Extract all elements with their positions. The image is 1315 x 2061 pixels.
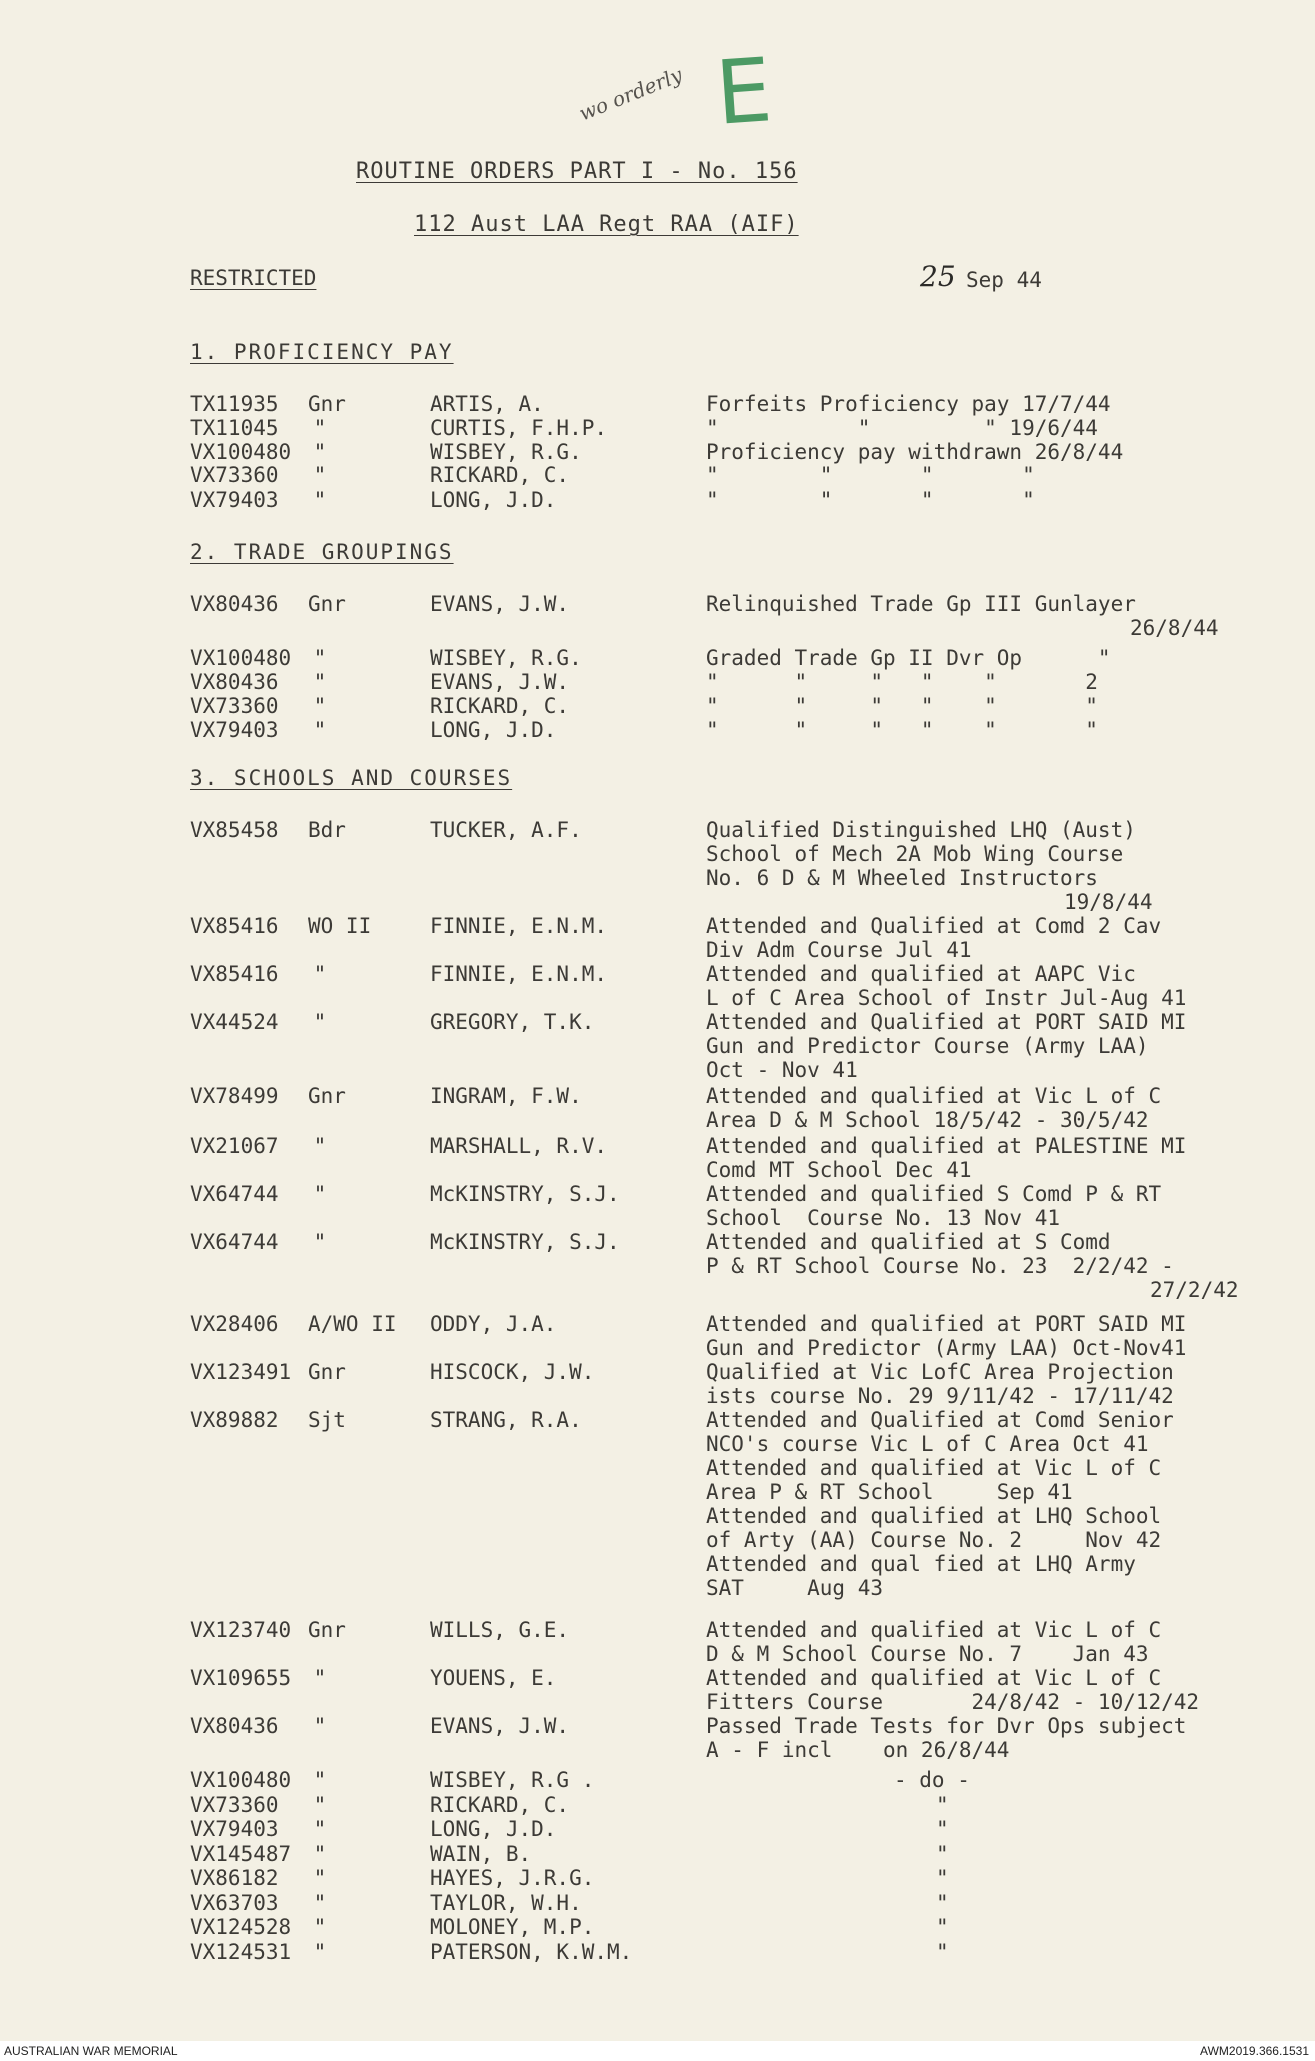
course-detail-line: Attended and qualified S Comd P & RT	[706, 1182, 1162, 1206]
service-number: VX89882	[190, 1408, 279, 1432]
rank: "	[313, 1134, 327, 1158]
course-detail-line: Gun and Predictor (Army LAA) Oct-Nov41	[706, 1336, 1187, 1360]
rank: "	[313, 694, 327, 718]
soldier-name: RICKARD, C.	[430, 1792, 570, 1817]
course-detail-line: D & M School Course No. 7 Jan 43	[706, 1642, 1149, 1666]
soldier-name: GREGORY, T.K.	[430, 1010, 595, 1034]
course-detail-line: Attended and Qualified at Comd 2 Cav	[706, 914, 1162, 938]
footer-left: AUSTRALIAN WAR MEMORIAL	[4, 2044, 178, 2058]
soldier-name: PATERSON, K.W.M.	[430, 1939, 633, 1964]
soldier-name: FINNIE, E.N.M.	[430, 914, 608, 938]
rank: "	[313, 440, 327, 464]
rank: "	[313, 1939, 327, 1964]
rank: "	[313, 1915, 327, 1939]
service-number: VX100480	[190, 646, 292, 670]
rank: "	[313, 1182, 327, 1206]
soldier-name: McKINSTRY, S.J.	[430, 1230, 620, 1254]
rank: "	[313, 1817, 327, 1841]
classification: RESTRICTED	[190, 266, 317, 290]
order-detail: " " " 19/6/44	[706, 416, 1098, 440]
course-detail-line: Attended and qualified at Vic L of C	[706, 1084, 1162, 1108]
rank: "	[313, 646, 327, 670]
section-heading-trade: 2. TRADE GROUPINGS	[190, 540, 454, 564]
rank: "	[313, 1010, 327, 1034]
service-number: VX80436	[190, 592, 279, 616]
rank: WO II	[308, 914, 372, 938]
footer	[0, 2041, 1315, 2061]
service-number: VX21067	[190, 1134, 279, 1158]
order-detail: Relinquished Trade Gp III Gunlayer	[706, 592, 1136, 616]
course-detail-line: 19/8/44	[1064, 890, 1153, 914]
soldier-name: CURTIS, F.H.P.	[430, 416, 608, 440]
rank: "	[313, 1890, 327, 1915]
document-title: ROUTINE ORDERS PART I - No. 156	[356, 159, 798, 184]
service-number: VX123740	[190, 1618, 292, 1642]
soldier-name: RICKARD, C.	[430, 694, 570, 718]
soldier-name: WISBEY, R.G .	[430, 1768, 595, 1792]
course-detail-line: Attended and qual fied at LHQ Army	[706, 1552, 1136, 1576]
rank: "	[313, 1866, 327, 1890]
order-detail: Graded Trade Gp II Dvr Op "	[706, 646, 1111, 670]
soldier-name: STRANG, R.A.	[430, 1408, 582, 1432]
order-detail: " " " " " "	[706, 718, 1098, 742]
rank: "	[313, 718, 327, 742]
rank: A/WO II	[308, 1312, 397, 1336]
soldier-name: LONG, J.D.	[430, 488, 557, 512]
course-detail-line: Oct - Nov 41	[706, 1058, 858, 1082]
course-detail-line: Qualified Distinguished LHQ (Aust)	[706, 818, 1136, 842]
date-day: 25	[920, 260, 956, 293]
course-detail-line: Attended and qualified at S Comd	[706, 1230, 1111, 1254]
course-detail-line: P & RT School Course No. 23 2/2/42 -	[706, 1254, 1174, 1278]
rank: Gnr	[308, 592, 346, 616]
course-detail-line: Qualified at Vic LofC Area Projection	[706, 1360, 1174, 1384]
ditto-detail: "	[936, 1792, 949, 1817]
soldier-name: MARSHALL, R.V.	[430, 1134, 608, 1158]
soldier-name: MOLONEY, M.P.	[430, 1915, 595, 1939]
unit-name: 112 Aust LAA Regt RAA (AIF)	[414, 212, 799, 237]
course-detail-line: NCO's course Vic L of C Area Oct 41	[706, 1432, 1149, 1456]
soldier-name: FINNIE, E.N.M.	[430, 962, 608, 986]
course-detail-line: Attended and qualified at Vic L of C	[706, 1456, 1162, 1480]
service-number: VX85416	[190, 914, 279, 938]
soldier-name: WILLS, G.E.	[430, 1618, 570, 1642]
service-number: VX85458	[190, 818, 279, 842]
course-detail-line: Attended and qualified at PORT SAID MI	[706, 1312, 1187, 1336]
soldier-name: EVANS, J.W.	[430, 1714, 570, 1738]
section-heading-schools: 3. SCHOOLS AND COURSES	[190, 766, 513, 790]
order-detail-date: 26/8/44	[1130, 616, 1219, 640]
service-number: VX85416	[190, 962, 279, 986]
order-detail: " " " "	[706, 488, 1035, 512]
order-detail: Proficiency pay withdrawn 26/8/44	[706, 440, 1124, 464]
rank: Gnr	[308, 1618, 346, 1642]
rank: Sjt	[308, 1408, 346, 1432]
ditto-detail: - do -	[894, 1768, 970, 1792]
service-number: VX73360	[190, 1792, 279, 1817]
soldier-name: ODDY, J.A.	[430, 1312, 557, 1336]
order-detail: " " " " " 2	[706, 670, 1098, 694]
date-rest: Sep 44	[966, 268, 1042, 292]
course-detail-line: School of Mech 2A Mob Wing Course	[706, 842, 1124, 866]
course-detail-line: Attended and qualified at PALESTINE MI	[706, 1134, 1187, 1158]
service-number: VX145487	[190, 1841, 292, 1866]
course-detail-line: Comd MT School Dec 41	[706, 1158, 972, 1182]
service-number: VX78499	[190, 1084, 279, 1108]
rank: "	[313, 463, 327, 487]
rank: "	[313, 1230, 327, 1254]
soldier-name: WISBEY, R.G.	[430, 440, 582, 464]
soldier-name: RICKARD, C.	[430, 463, 570, 487]
stamp-letter: E	[712, 38, 776, 145]
service-number: VX80436	[190, 1714, 279, 1738]
rank: Gnr	[308, 1360, 346, 1384]
course-detail-line: ists course No. 29 9/11/42 - 17/11/42	[706, 1384, 1174, 1408]
order-detail: " " " " " "	[706, 694, 1098, 718]
service-number: VX80436	[190, 670, 279, 694]
order-detail: Forfeits Proficiency pay 17/7/44	[706, 392, 1111, 416]
course-detail-line: Attended and Qualified at PORT SAID MI	[706, 1010, 1187, 1034]
course-detail-line: SAT Aug 43	[706, 1576, 884, 1600]
rank: "	[313, 488, 327, 512]
service-number: VX64744	[190, 1230, 279, 1254]
rank: "	[313, 1841, 327, 1866]
service-number: VX28406	[190, 1312, 279, 1336]
service-number: VX100480	[190, 440, 292, 464]
rank: "	[313, 670, 327, 694]
ditto-detail: "	[936, 1817, 949, 1841]
service-number: VX64744	[190, 1182, 279, 1206]
service-number: VX100480	[190, 1768, 292, 1792]
soldier-name: YOUENS, E.	[430, 1666, 557, 1690]
service-number: VX63703	[190, 1890, 279, 1915]
soldier-name: HISCOCK, J.W.	[430, 1360, 595, 1384]
course-detail-line: Area P & RT School Sep 41	[706, 1480, 1073, 1504]
section-heading-proficiency: 1. PROFICIENCY PAY	[190, 340, 454, 364]
rank: "	[313, 1792, 327, 1817]
soldier-name: ARTIS, A.	[430, 392, 544, 416]
rank: Gnr	[308, 1084, 346, 1108]
soldier-name: EVANS, J.W.	[430, 670, 570, 694]
rank: "	[313, 962, 327, 986]
soldier-name: HAYES, J.R.G.	[430, 1866, 595, 1890]
soldier-name: LONG, J.D.	[430, 718, 557, 742]
rank: "	[313, 1666, 327, 1690]
service-number: VX123491	[190, 1360, 292, 1384]
service-number: VX79403	[190, 488, 279, 512]
course-detail-line: Attended and qualified at Vic L of C	[706, 1618, 1162, 1642]
ditto-detail: "	[936, 1841, 949, 1866]
course-detail-line: Gun and Predictor Course (Army LAA)	[706, 1034, 1149, 1058]
service-number: VX86182	[190, 1866, 279, 1890]
rank: Bdr	[308, 818, 346, 842]
handwritten-note: wo orderly	[575, 62, 686, 126]
soldier-name: McKINSTRY, S.J.	[430, 1182, 620, 1206]
rank: "	[313, 416, 327, 440]
course-detail-line: Passed Trade Tests for Dvr Ops subject	[706, 1714, 1187, 1738]
service-number: TX11045	[190, 416, 279, 440]
soldier-name: INGRAM, F.W.	[430, 1084, 582, 1108]
course-detail-line: Attended and qualified at AAPC Vic	[706, 962, 1136, 986]
service-number: VX109655	[190, 1666, 292, 1690]
ditto-detail: "	[936, 1866, 949, 1890]
soldier-name: TAYLOR, W.H.	[430, 1890, 582, 1915]
order-detail: " " " "	[706, 463, 1035, 487]
course-detail-line: Fitters Course 24/8/42 - 10/12/42	[706, 1690, 1200, 1714]
course-detail-line: No. 6 D & M Wheeled Instructors	[706, 866, 1098, 890]
course-detail-line: Attended and qualified at Vic L of C	[706, 1666, 1162, 1690]
ditto-detail: "	[936, 1915, 949, 1939]
rank: "	[313, 1768, 327, 1792]
service-number: VX124531	[190, 1939, 292, 1964]
service-number: VX44524	[190, 1010, 279, 1034]
course-detail-line: of Arty (AA) Course No. 2 Nov 42	[706, 1528, 1162, 1552]
ditto-detail: "	[936, 1939, 949, 1964]
soldier-name: LONG, J.D.	[430, 1817, 557, 1841]
course-detail-line: Attended and qualified at LHQ School	[706, 1504, 1162, 1528]
course-detail-line: Attended and Qualified at Comd Senior	[706, 1408, 1174, 1432]
soldier-name: EVANS, J.W.	[430, 592, 570, 616]
rank: Gnr	[308, 392, 346, 416]
soldier-name: WAIN, B.	[430, 1841, 532, 1866]
service-number: VX124528	[190, 1915, 292, 1939]
service-number: VX73360	[190, 694, 279, 718]
course-detail-line: Div Adm Course Jul 41	[706, 938, 972, 962]
ditto-detail: "	[936, 1890, 949, 1915]
service-number: VX73360	[190, 463, 279, 487]
course-detail-line: School Course No. 13 Nov 41	[706, 1206, 1061, 1230]
service-number: VX79403	[190, 1817, 279, 1841]
soldier-name: WISBEY, R.G.	[430, 646, 582, 670]
footer-right: AWM2019.366.1531	[1200, 2044, 1309, 2058]
course-detail-line: A - F incl on 26/8/44	[706, 1738, 1010, 1762]
soldier-name: TUCKER, A.F.	[430, 818, 582, 842]
course-detail-line: 27/2/42	[1150, 1278, 1239, 1302]
course-detail-line: L of C Area School of Instr Jul-Aug 41	[706, 986, 1187, 1010]
rank: "	[313, 1714, 327, 1738]
course-detail-line: Area D & M School 18/5/42 - 30/5/42	[706, 1108, 1149, 1132]
service-number: TX11935	[190, 392, 279, 416]
service-number: VX79403	[190, 718, 279, 742]
